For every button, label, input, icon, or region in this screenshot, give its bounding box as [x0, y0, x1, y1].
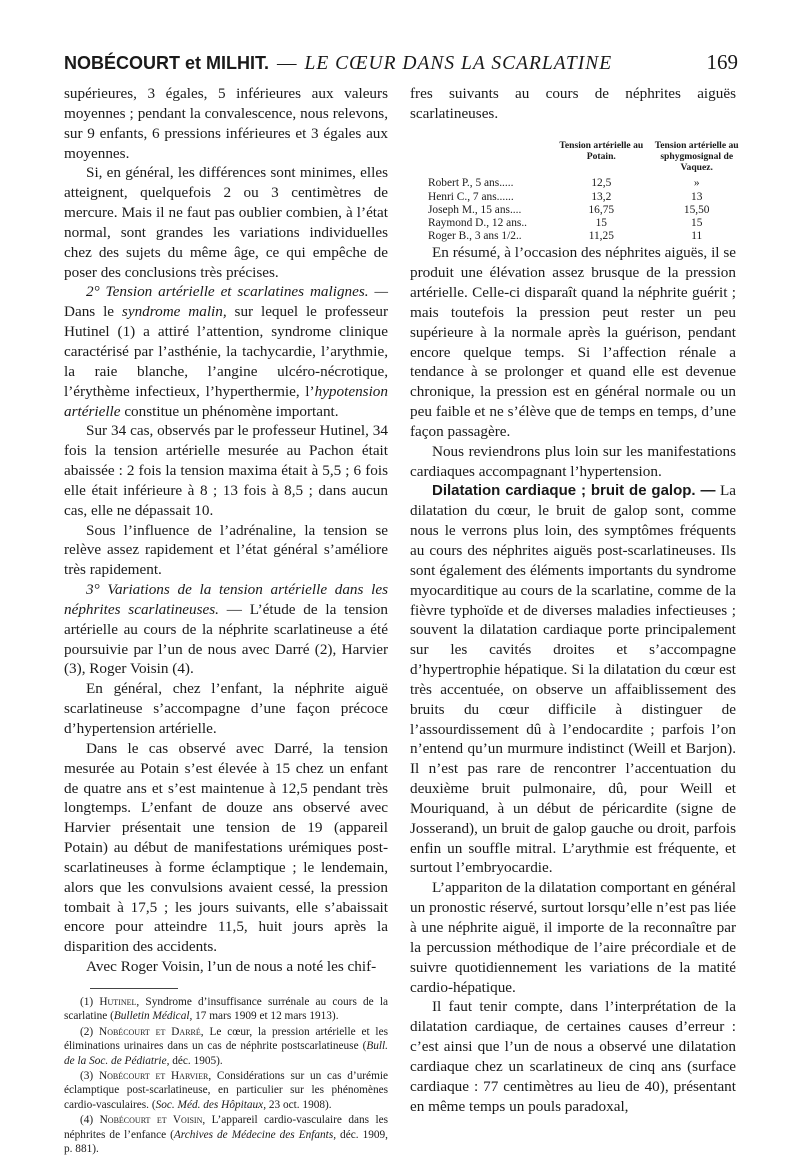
paragraph: Sous l’influence de l’adrénaline, la tension se relève assez rapidement et l’état général s’améliore très rapidement.: [64, 521, 388, 579]
pressure-table: [428, 140, 746, 244]
footnote: (3) Nobécourt et Harvier, Considérations sur un cas d’urémie éclamptique post-scarlatineuse, en particulier sur les phénomènes cardio-vasculaires. (Soc. Méd. des Hôpitaux, 23 oct. 1908).: [64, 1070, 389, 1111]
paragraph: Nous reviendrons plus loin sur les manifestations cardiaques accompagnant l’hypertension.: [410, 442, 736, 480]
paragraph: En général, chez l’enfant, la néphrite aiguë scarlatineuse s’accompagne d’une façon précoce d’hypertension artérielle.: [64, 680, 388, 737]
section-2-paragraph: 2° Tension artérielle et scarlatines malignes. — Dans le syndrome malin, sur lequel le professeur Hutinel (1) a attiré l’attention, syndrome clinique caractérisé par l’asthénie, la tachycardie, l’arythmie, la raie blanche, l’angine ulcéro-nécrotique, l’érythème infectieux, l’hyperthermie, l’hypotension artérielle constitue un phénomène important.: [64, 283, 389, 420]
section-2-heading: 2° Tension artérielle et scarlatines malignes. —: [86, 283, 388, 301]
header-dash: —: [277, 53, 297, 74]
header-title: LE CŒUR DANS LA SCARLATINE: [304, 53, 613, 74]
table-row: Joseph M., 15 ans.... 16,75 15,50: [428, 203, 710, 216]
section-3-paragraph: 3° Variations de la tension artérielle dans les néphrites scarlatineuses. — L’étude de la tension artérielle au cours de la néphrite scarlatineuse a été poursuivie par l’un de nous avec Darré (2), Harvier (3), Roger Voisin (4).: [64, 581, 388, 678]
table-header: [428, 140, 555, 178]
table-row: Raymond D., 12 ans.. 15 15: [428, 216, 703, 229]
footnote: (4) Nobécourt et Voisin, L’appareil cardio-vasculaire dans les néphrites de l’enfance (Archives de Médecine des Enfants, déc. 1909, p. 881).: [64, 1114, 389, 1156]
paragraph: supérieures, 3 égales, 5 inférieures aux valeurs moyennes ; pendant la convalescence, nous relevons, sur 9 enfants, 6 pressions inférieures et 3 égales aux moyennes.: [64, 85, 388, 162]
table-row: Robert P., 5 ans..... 12,5 »: [428, 177, 700, 190]
footnotes: [64, 995, 388, 1156]
paragraph: fres suivants au cours de néphrites aiguës scarlatineuses.: [410, 85, 736, 122]
table-header: Tension artérielle au sphygmosignal de Vaquez.: [654, 139, 739, 174]
table-row: Henri C., 7 ans...... 13,2 13: [428, 190, 703, 203]
footnote-rule: [90, 988, 178, 989]
paragraph: Dans le cas observé avec Darré, la tension mesurée au Potain s’est élevée à 15 chez un enfant de quatre ans et s’est maintenue à 12,5 pendant très longtemps. L’enfant de douze ans observé avec Harvier présentait une tension de 19 (appareil Potain) au début de manifestations urémiques post-scarlatineuses à forme éclamptique ; le lendemain, alors que les convulsions avaient cessé, la pression tombait à 17,5 ; les jours suivants, elle s’abaissait encore pour atteindre 11,5, huit jours après la disparition des accidents.: [64, 739, 388, 956]
table-header-row: [428, 140, 746, 178]
section-3-heading: 3° Variations de la tension artérielle dans les néphrites scarlatineuses.: [64, 581, 388, 618]
dilatation-section: Dilatation cardiaque ; bruit de galop. — La dilatation du cœur, le bruit de galop sont, comme nous le verrons plus loin, des symptômes fréquents au cours des néphrites aiguës post-scarlatineuses. Ils sont également des éléments importants du syndrome myocarditique au cours de la scarlatine, comme de la fièvre typhoïde et de diverses maladies infectieuses ; souvent la dilatation cardiaque porte principalement sur les cavités droites et s’accompagne d’hypertrophie hépatique. Si la dilatation du cœur est très accentuée, on observe un affaiblissement des bruits du cœur difficile à distinguer de l’assourdissement dû à l’endocardite ; parfois l’on n’entend qu’un murmure indistinct (Weill et Barjon). Il n’est pas rare de rencontrer l’accentuation du deuxième bruit pulmonaire, dû, pour Weill et Mouriquand, à un début de péricardite (signe de Josserand), un bruit de galop gauche ou droit, parfois enfin un souffle mitral. L’arythmie est fréquente, et surtout l’embryocardie.: [410, 482, 736, 877]
footnote: (1) Hutinel, Syndrome d’insuffisance surrénale au cours de la scarlatine (Bulletin Médical, 17 mars 1909 et 12 mars 1913).: [64, 995, 388, 1023]
right-column: [410, 84, 739, 1116]
table-header: Tension artérielle au Potain.: [559, 139, 644, 162]
table-row: Roger B., 3 ans 1/2.. 11,25 11: [428, 230, 703, 243]
page-number: 169: [706, 50, 738, 74]
paragraph: Avec Roger Voisin, l’un de nous a noté les chif-: [86, 958, 377, 976]
paragraph: En résumé, à l’occasion des néphrites aiguës, il se produit une élévation assez brusque de la pression artérielle. Celle-ci disparaît quand la néphrite guérit ; mais toutefois la pression peut rester un peu supérieure à la normale après la guérison, pendant encore quelque temps. Si l’affection rénale a tendance à se prolonger et quand elle est devenue chronique, la pression est en général normale ou un peu faible et ne s’élève que de temps en temps, d’une façon passagère.: [410, 244, 736, 440]
left-column: [64, 84, 388, 1157]
paragraph: L’appariton de la dilatation comportant en général un pronostic réservé, surtout lorsqu’elle n’est pas liée à une néphrite aiguë, il importe de la reconnaître par la percussion méthodique de l’aire précordiale et de suivre quotidiennement les variations de la matité cardio-hépatique.: [410, 879, 736, 996]
paragraph: Sur 34 cas, observés par le professeur Hutinel, 34 fois la tension artérielle mesurée au Pachon était abaissée : 2 fois la tension maxima était à 5,5 ; 6 fois elle était inférieure à 8 ; 13 fois à 8,5 ; dans aucun cas, elle ne dépassait 10.: [64, 422, 388, 519]
header-authors: NOBÉCOURT et MILHIT.: [64, 53, 269, 73]
footnote: (2) Nobécourt et Darré, Le cœur, la pression artérielle et les éliminations urinaires dans un cas de néphrite postscarlatineuse (Bull. de la Soc. de Pédiatrie, déc. 1905).: [64, 1025, 388, 1067]
running-header: [64, 50, 738, 76]
dilatation-heading: Dilatation cardiaque ; bruit de galop. —: [432, 482, 716, 500]
paragraph: Il faut tenir compte, dans l’interprétation de la dilatation cardiaque, de certaines causes d’erreur : c’est ainsi que l’un de nous a observé une dilatation cardiaque chez un scarlatineux de cinq ans (surface cardiaque : 77 centimètres au lieu de 40), présentant en même temps un pouls paradoxal,: [410, 998, 736, 1115]
paragraph: Si, en général, les différences sont minimes, elles atteignent, quelquefois 2 ou 3 centimètres de mercure. Mais il ne faut pas oublier combien, à l’état normal, sont grandes les variations individuelles chez des sujets du même âge, ce qui empêche de poser des conclusions très précises.: [64, 164, 388, 281]
